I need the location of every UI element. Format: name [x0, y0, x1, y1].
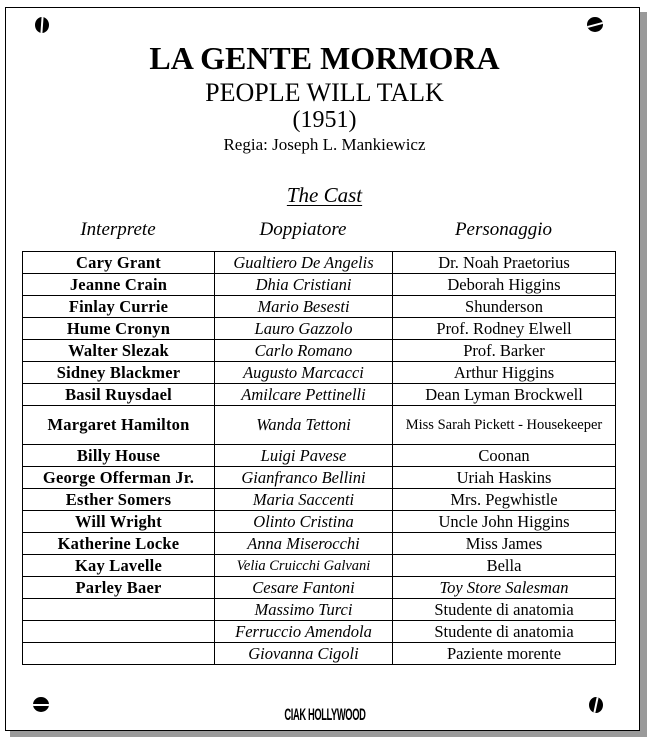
table-row [23, 318, 616, 340]
actor-cell: George Offerman Jr. [23, 467, 215, 489]
dubber-cell: Luigi Pavese [215, 445, 393, 467]
ciak-hollywood-logo [0, 705, 649, 724]
cast-heading-text: The Cast [286, 183, 363, 207]
column-header-personaggio: Personaggio [454, 219, 553, 240]
dubber-cell: Cesare Fantoni [215, 577, 393, 599]
actor-cell: Esther Somers [23, 489, 215, 511]
actor-cell [23, 643, 215, 665]
actor-cell: Katherine Locke [23, 533, 215, 555]
table-row [23, 599, 616, 621]
table-row [23, 621, 616, 643]
dubber-cell: Ferruccio Amendola [215, 621, 393, 643]
actor-cell: Parley Baer [23, 577, 215, 599]
screw-icon [35, 17, 49, 33]
actor-cell: Sidney Blackmer [23, 362, 215, 384]
table-row [23, 252, 616, 274]
actor-cell: Basil Ruysdael [23, 384, 215, 406]
table-row [23, 643, 616, 665]
dubber-cell: Maria Saccenti [215, 489, 393, 511]
character-cell: Bella [393, 555, 616, 577]
dubber-cell: Giovanna Cigoli [215, 643, 393, 665]
dubber-cell: Anna Miserocchi [215, 533, 393, 555]
table-row [23, 533, 616, 555]
character-cell: Uncle John Higgins [393, 511, 616, 533]
character-cell: Studente di anatomia [393, 599, 616, 621]
character-cell: Dr. Noah Praetorius [393, 252, 616, 274]
character-cell: Shunderson [393, 296, 616, 318]
table-row [23, 296, 616, 318]
table-row [23, 384, 616, 406]
character-cell: Uriah Haskins [393, 467, 616, 489]
cast-heading [0, 183, 649, 208]
table-row [23, 340, 616, 362]
dubber-cell: Velia Cruicchi Galvani [215, 555, 393, 577]
actor-cell: Margaret Hamilton [23, 406, 215, 445]
character-cell: Prof. Rodney Elwell [393, 318, 616, 340]
release-year: (1951) [292, 107, 357, 133]
dubber-cell: Carlo Romano [215, 340, 393, 362]
character-cell: Deborah Higgins [393, 274, 616, 296]
logo-text: CIAK HOLLYWOOD [283, 705, 366, 724]
dubber-cell: Gianfranco Bellini [215, 467, 393, 489]
cast-table [22, 251, 616, 665]
character-cell: Dean Lyman Brockwell [393, 384, 616, 406]
dubber-cell: Mario Besesti [215, 296, 393, 318]
original-title: PEOPLE WILL TALK [205, 78, 444, 107]
table-row [23, 511, 616, 533]
actor-cell: Will Wright [23, 511, 215, 533]
screw-icon [587, 17, 603, 32]
actor-cell: Hume Cronyn [23, 318, 215, 340]
actor-cell: Walter Slezak [23, 340, 215, 362]
director-credit: Regia: Joseph L. Mankiewicz [223, 135, 426, 154]
character-cell: Miss Sarah Pickett - Housekeeper [393, 406, 616, 445]
column-header-interprete: Interprete [80, 219, 156, 240]
table-row [23, 467, 616, 489]
dubber-cell: Massimo Turci [215, 599, 393, 621]
dubber-cell: Augusto Marcacci [215, 362, 393, 384]
dubber-cell: Wanda Tettoni [215, 406, 393, 445]
character-cell: Paziente morente [393, 643, 616, 665]
table-row [23, 406, 616, 445]
table-row [23, 274, 616, 296]
character-cell: Toy Store Salesman [393, 577, 616, 599]
table-row [23, 362, 616, 384]
character-cell: Arthur Higgins [393, 362, 616, 384]
actor-cell: Kay Lavelle [23, 555, 215, 577]
character-cell: Prof. Barker [393, 340, 616, 362]
table-row [23, 577, 616, 599]
actor-cell: Finlay Currie [23, 296, 215, 318]
dubber-cell: Olinto Cristina [215, 511, 393, 533]
dubber-cell: Gualtiero De Angelis [215, 252, 393, 274]
table-row [23, 555, 616, 577]
actor-cell: Billy House [23, 445, 215, 467]
character-cell: Studente di anatomia [393, 621, 616, 643]
column-header-doppiatore: Doppiatore [259, 219, 347, 240]
actor-cell: Jeanne Crain [23, 274, 215, 296]
actor-cell [23, 599, 215, 621]
character-cell: Coonan [393, 445, 616, 467]
table-row [23, 445, 616, 467]
italian-title: LA GENTE MORMORA [149, 40, 500, 76]
character-cell: Mrs. Pegwhistle [393, 489, 616, 511]
dubber-cell: Lauro Gazzolo [215, 318, 393, 340]
character-cell: Miss James [393, 533, 616, 555]
dubber-cell: Dhia Cristiani [215, 274, 393, 296]
actor-cell: Cary Grant [23, 252, 215, 274]
table-row [23, 489, 616, 511]
actor-cell [23, 621, 215, 643]
dubber-cell: Amilcare Pettinelli [215, 384, 393, 406]
